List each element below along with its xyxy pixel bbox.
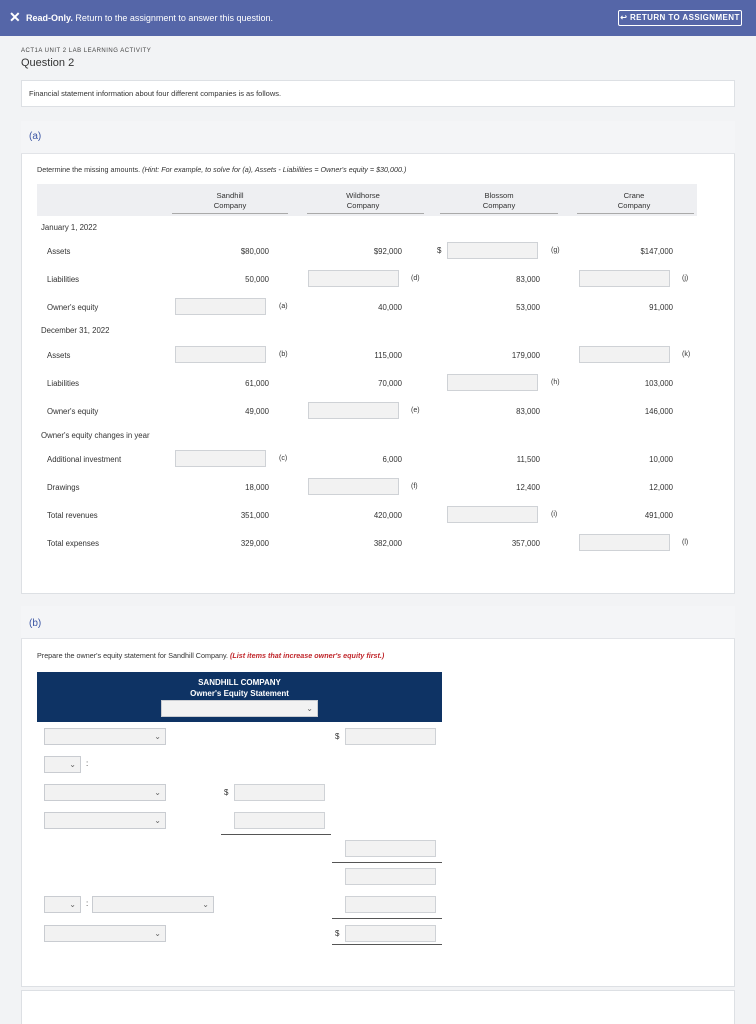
crane-dec-assets-input[interactable] (579, 346, 670, 363)
blossom-additional-investment: 11,500 (516, 455, 540, 464)
close-icon[interactable]: ✕ (9, 9, 21, 25)
statement-total-input[interactable] (345, 868, 436, 885)
row-label-drawings: Drawings (47, 483, 80, 492)
crane-revenues: 491,000 (644, 511, 673, 520)
row-label-liabilities: Liabilities (47, 379, 80, 388)
sandhill-jan-equity-input[interactable] (175, 298, 266, 315)
crane-jan-equity: 91,000 (649, 303, 673, 312)
wildhorse-jan-equity: 40,000 (378, 303, 402, 312)
wildhorse-dec-equity-input[interactable] (308, 402, 399, 419)
crane-jan-liabilities-input[interactable] (579, 270, 670, 287)
chevron-down-icon: ⌄ (69, 760, 76, 769)
part-a-label: (a) (29, 131, 42, 142)
dollar-sign: $ (437, 246, 442, 255)
hint-text: Determine the missing amounts. (Hint: For example, to solve for (a), Assets - Liabilities = Owner's equity = $30,000.) (37, 165, 407, 174)
dollar-sign: $ (224, 788, 229, 797)
column-underline (307, 213, 424, 214)
column-header-wildhorse: Wildhorse Company (346, 191, 380, 210)
sandhill-revenues: 351,000 (240, 511, 269, 520)
wildhorse-drawings-input[interactable] (308, 478, 399, 495)
blossom-dec-liabilities-input[interactable] (447, 374, 538, 391)
column-header-crane: Crane Company (617, 191, 651, 210)
column-underline (440, 213, 558, 214)
tag-c: (c) (279, 455, 288, 462)
section-label-december: December 31, 2022 (41, 326, 110, 335)
colon: : (86, 759, 89, 768)
tag-a: (a) (279, 303, 288, 310)
crane-expenses-input[interactable] (579, 534, 670, 551)
tag-l: (l) (682, 539, 689, 546)
column-underline (577, 213, 694, 214)
sandhill-dec-liabilities: 61,000 (245, 379, 269, 388)
blossom-jan-equity: 53,000 (516, 303, 540, 312)
statement-line-3-amount-input[interactable] (234, 784, 325, 801)
row-label-total-revenues: Total revenues (47, 511, 98, 520)
column-header-blossom: Blossom Company (482, 191, 516, 210)
section-label-january: January 1, 2022 (41, 223, 97, 232)
wildhorse-jan-assets: $92,000 (373, 247, 402, 256)
breadcrumb: ACT1A UNIT 2 LAB LEARNING ACTIVITY (21, 48, 152, 54)
statement-title: Owner's Equity Statement (190, 689, 289, 698)
part-b-instruction: Prepare the owner's equity statement for Sandhill Company. (List items that increase owner's equity first.) (37, 651, 385, 660)
wildhorse-expenses: 382,000 (373, 539, 402, 548)
tag-k: (k) (682, 351, 691, 358)
sandhill-dec-equity: 49,000 (245, 407, 269, 416)
wildhorse-dec-liabilities: 70,000 (378, 379, 402, 388)
column-header-sandhill: Sandhill Company (213, 191, 247, 210)
blossom-dec-assets: 179,000 (511, 351, 540, 360)
statement-line-5-detail-select[interactable] (92, 896, 214, 913)
back-arrow-icon: ↩ (620, 13, 628, 22)
dollar-sign: $ (335, 732, 340, 741)
sandhill-jan-assets: $80,000 (240, 247, 269, 256)
column-underline (172, 213, 288, 214)
company-name: SANDHILL COMPANY (198, 678, 281, 687)
statement-line-2-select[interactable] (44, 756, 81, 773)
tag-j: (j) (682, 275, 689, 282)
crane-dec-liabilities: 103,000 (644, 379, 673, 388)
statement-period-select[interactable] (161, 700, 318, 717)
statement-line-4-amount-input[interactable] (234, 812, 325, 829)
wildhorse-additional-investment: 6,000 (382, 455, 402, 464)
statement-ending-balance-input[interactable] (345, 925, 436, 942)
tag-e: (e) (411, 407, 420, 414)
statement-subtotal-input[interactable] (345, 840, 436, 857)
chevron-down-icon: ⌄ (202, 900, 209, 909)
chevron-down-icon: ⌄ (154, 732, 161, 741)
sandhill-drawings: 18,000 (245, 483, 269, 492)
part-a-header (21, 121, 735, 154)
row-label-owners-equity: Owner's equity (47, 407, 99, 416)
wildhorse-dec-assets: 115,000 (374, 351, 402, 360)
wildhorse-jan-liabilities-input[interactable] (308, 270, 399, 287)
sandhill-dec-assets-input[interactable] (175, 346, 266, 363)
row-label-liabilities: Liabilities (47, 275, 80, 284)
statement-line-1-select[interactable] (44, 728, 166, 745)
statement-deduction-amount-input[interactable] (345, 896, 436, 913)
tag-h: (h) (551, 379, 560, 386)
blossom-drawings: 12,400 (516, 483, 540, 492)
wildhorse-revenues: 420,000 (373, 511, 402, 520)
sandhill-expenses: 329,000 (240, 539, 269, 548)
chevron-down-icon: ⌄ (154, 929, 161, 938)
blossom-jan-assets-input[interactable] (447, 242, 538, 259)
crane-dec-equity: 146,000 (644, 407, 673, 416)
part-b-header (21, 606, 735, 639)
blossom-revenues-input[interactable] (447, 506, 538, 523)
tag-b: (b) (279, 351, 288, 358)
row-label-additional-investment: Additional investment (47, 455, 122, 464)
double-underline (332, 944, 442, 945)
underline (221, 834, 331, 835)
dollar-sign: $ (335, 929, 340, 938)
crane-additional-investment: 10,000 (649, 455, 673, 464)
statement-ending-balance-select[interactable] (44, 925, 166, 942)
sandhill-additional-investment-input[interactable] (175, 450, 266, 467)
chevron-down-icon: ⌄ (306, 704, 313, 713)
tag-g: (g) (551, 247, 560, 254)
chevron-down-icon: ⌄ (154, 816, 161, 825)
statement-line-4-select[interactable] (44, 812, 166, 829)
tag-f: (f) (411, 483, 418, 490)
blossom-jan-liabilities: 83,000 (516, 275, 540, 284)
section-label-equity-changes: Owner's equity changes in year (41, 431, 150, 440)
read-only-banner (0, 0, 756, 36)
tag-d: (d) (411, 275, 420, 282)
crane-drawings: 12,000 (649, 483, 673, 492)
chevron-down-icon: ⌄ (69, 900, 76, 909)
part-b-label: (b) (29, 618, 42, 629)
statement-line-3-select[interactable] (44, 784, 166, 801)
underline (332, 862, 442, 863)
row-label-owners-equity: Owner's equity (47, 303, 99, 312)
sandhill-jan-liabilities: 50,000 (245, 275, 269, 284)
row-label-total-expenses: Total expenses (47, 539, 100, 548)
row-label-assets: Assets (47, 247, 71, 256)
statement-line-1-amount-input[interactable] (345, 728, 436, 745)
question-title: Question 2 (21, 57, 75, 69)
blossom-dec-equity: 83,000 (516, 407, 540, 416)
chevron-down-icon: ⌄ (154, 788, 161, 797)
row-label-assets: Assets (47, 351, 71, 360)
blossom-expenses: 357,000 (511, 539, 540, 548)
crane-jan-assets: $147,000 (640, 247, 673, 256)
tag-i: (i) (551, 511, 558, 518)
intro-text: Financial statement information about four different companies is as follows. (29, 89, 282, 98)
banner-message: Read-Only. Return to the assignment to answer this question. (26, 13, 273, 23)
bottom-card (21, 990, 735, 1024)
statement-line-5-select[interactable] (44, 896, 81, 913)
return-to-assignment-button[interactable]: ↩ RETURN TO ASSIGNMENT (618, 10, 742, 26)
underline (332, 918, 442, 919)
colon: : (86, 899, 89, 908)
